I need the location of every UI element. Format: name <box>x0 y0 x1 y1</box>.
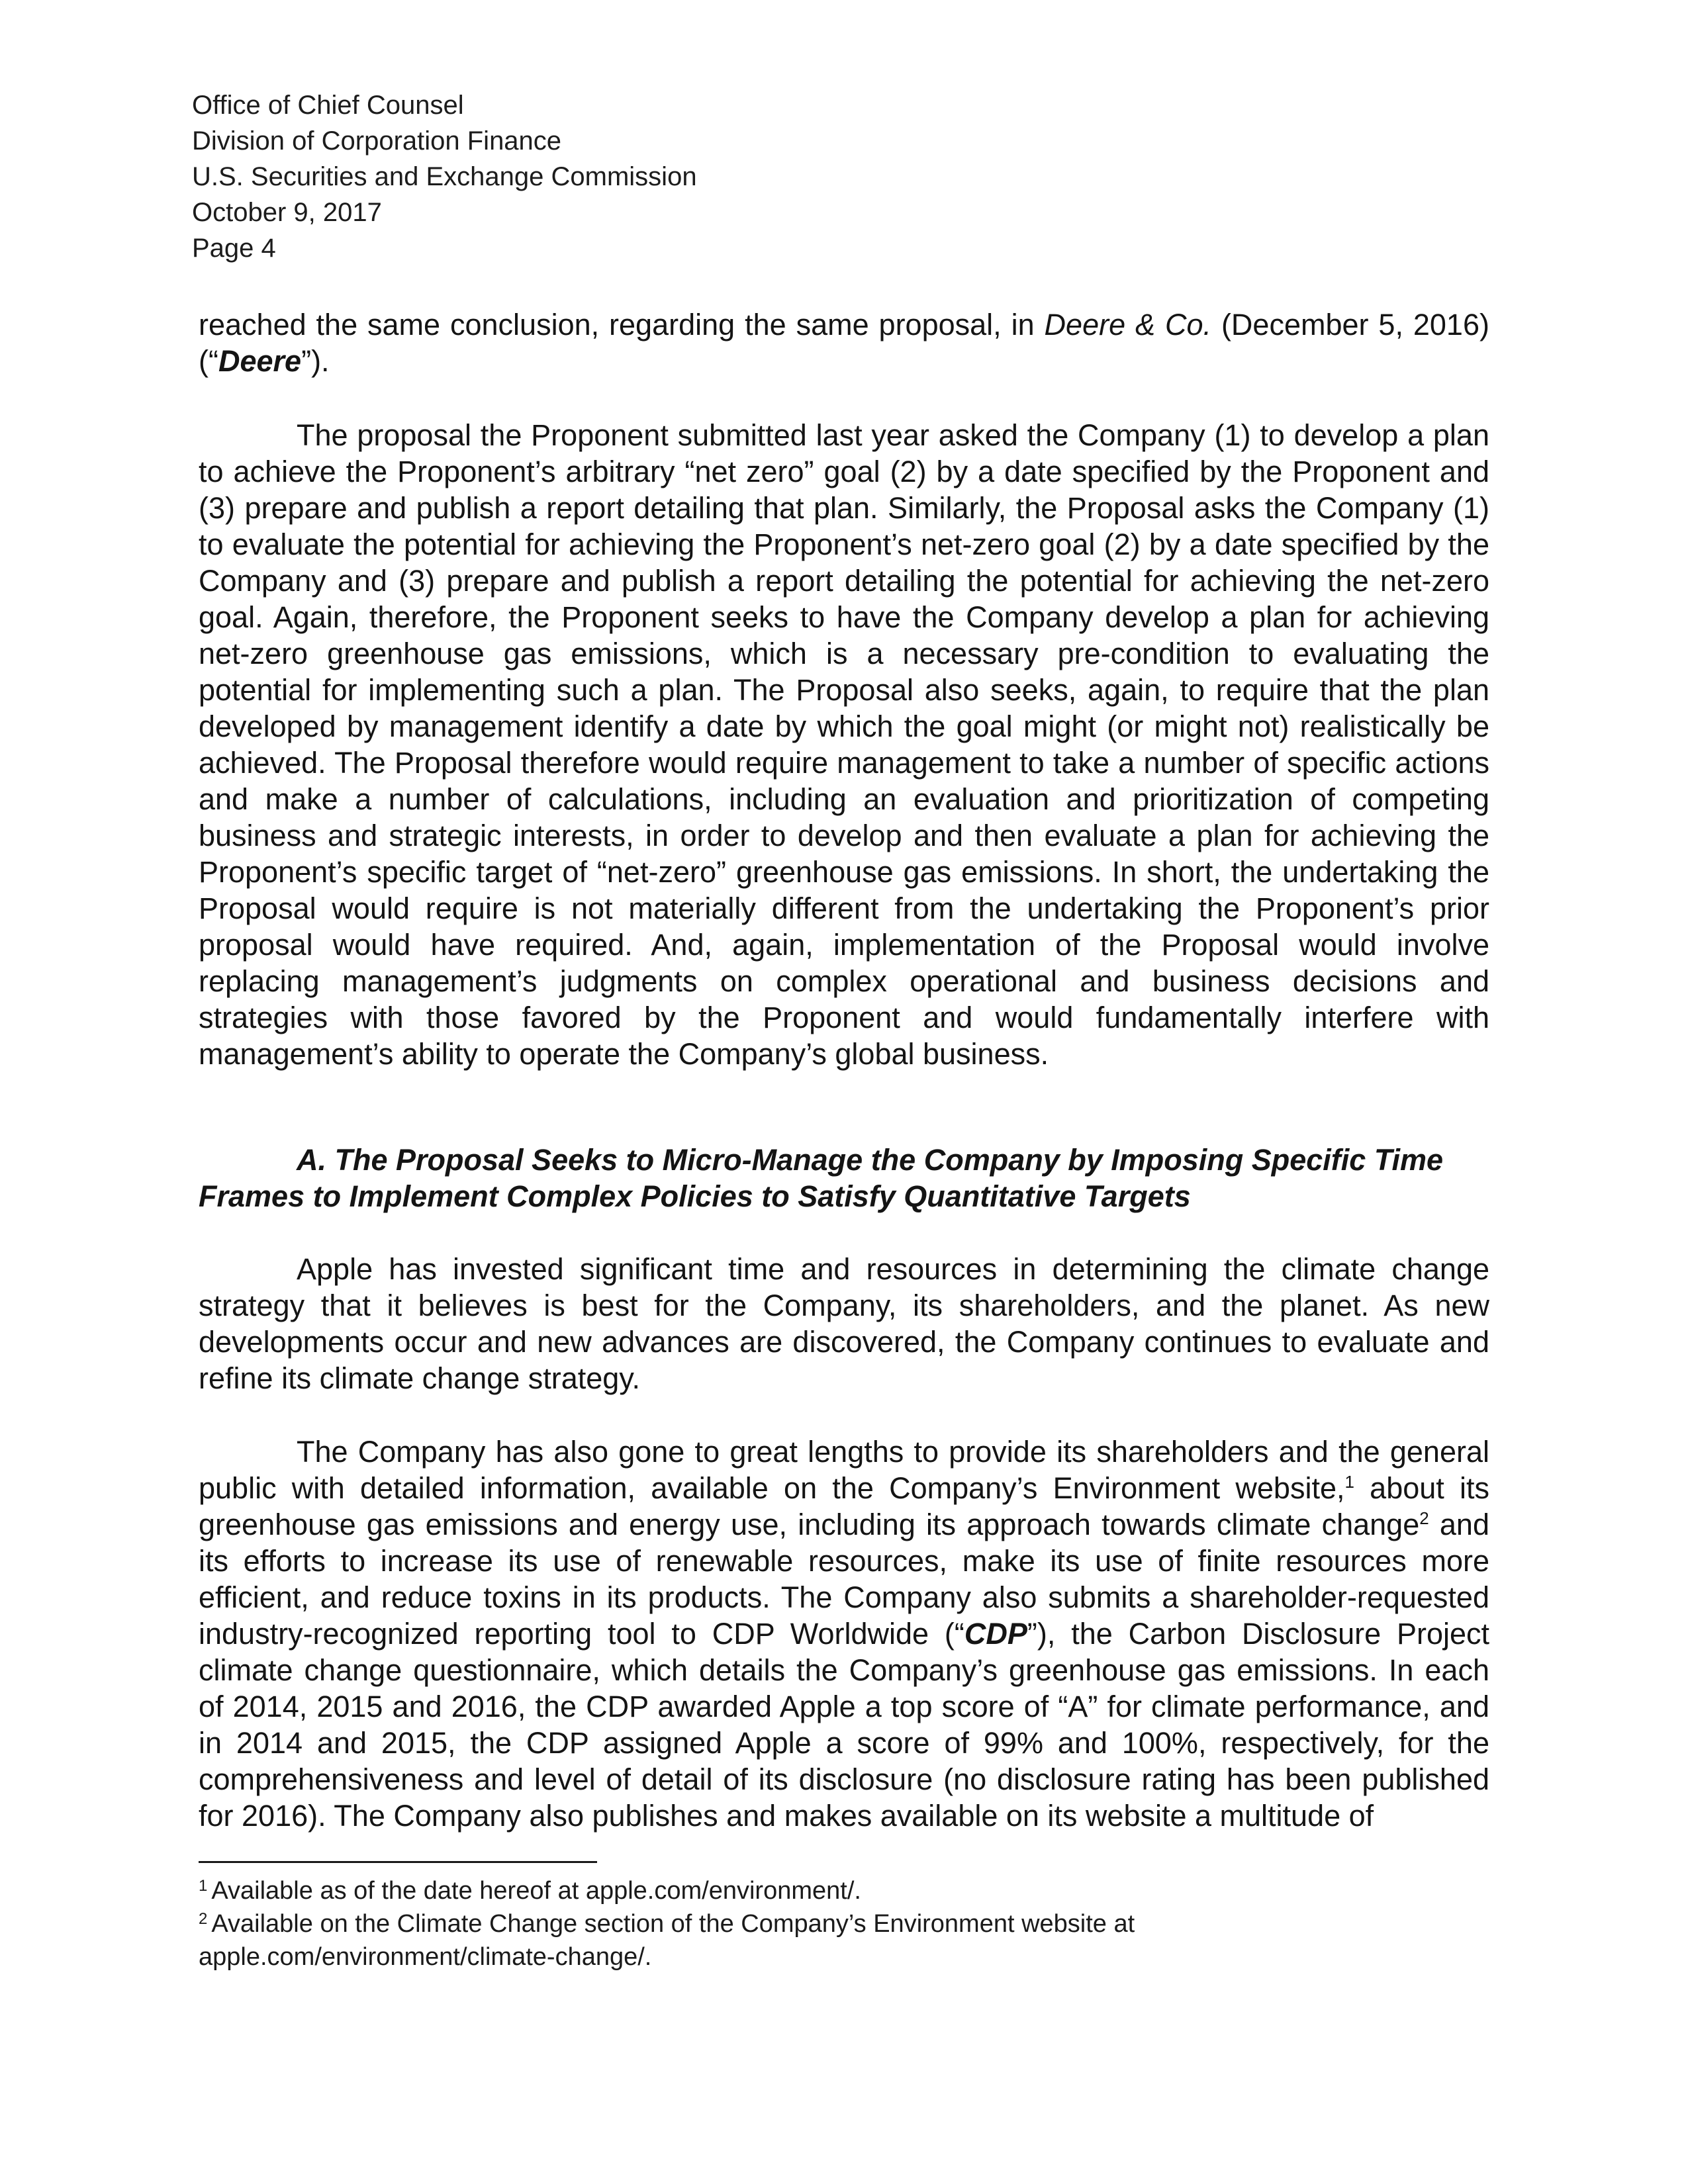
defined-term-cdp: CDP <box>964 1617 1027 1651</box>
letterhead <box>192 87 697 266</box>
footnote-separator <box>199 1861 597 1863</box>
recipient-division: Division of Corporation Finance <box>192 126 562 156</box>
disclosure-text-part3: and its efforts to increase its use of renewable resources, make its use of finite resources more efficient, and reduce toxins in its products. The Company also submits a shareholder-requested industry-recognized reporting tool to CDP Worldwide (“ <box>199 1508 1489 1651</box>
footnotes <box>199 1874 1390 1974</box>
continued-paragraph <box>199 306 1489 379</box>
footnote-1-text: Available as of the date hereof at apple.com/environment/. <box>211 1877 861 1905</box>
recipient-office: Office of Chief Counsel <box>192 91 464 120</box>
footnote-2 <box>199 1907 1390 1940</box>
letter-date: October 9, 2017 <box>192 198 382 227</box>
footnote-reference-1: 1 <box>1344 1472 1354 1492</box>
footnote-reference-2: 2 <box>1419 1508 1429 1528</box>
footnote-2-continuation: apple.com/environment/climate-change/. <box>199 1943 652 1971</box>
proposal-paragraph <box>199 417 1489 1072</box>
continued-text-middle: (December 5, 2016) (“ <box>199 308 1489 378</box>
continued-text-after: ”). <box>301 344 330 378</box>
footnote-1-number: 1 <box>199 1877 208 1895</box>
recipient-agency: U.S. Securities and Exchange Commission <box>192 162 697 191</box>
disclosure-text-part4: ”), the Carbon Disclosure Project climate change questionnaire, which details the Company’s greenhouse gas emissions. In each of 2014, 2015 and 2016, the CDP awarded Apple a top score of “A” for climate performance, and in 2014 and 2015, the CDP assigned Apple a score of 99% and 100%, respectively, for the comprehensiveness and level of detail of its disclosure (no disclosure rating has been published for 2016). The Company also publishes and makes available on its website a multitude of <box>199 1617 1490 1833</box>
section-heading-text: A. The Proposal Seeks to Micro-Manage the Company by Imposing Specific Time Frames to Implement Complex Policies to Satisfy Quantitative Targets <box>199 1143 1444 1213</box>
section-heading <box>199 1142 1489 1214</box>
disclosure-text-part1: The Company has also gone to great lengths to provide its shareholders and the general public with detailed information, available on the Company’s Environment website, <box>199 1435 1489 1505</box>
continued-text-before: reached the same conclusion, regarding the same proposal, in <box>199 308 1045 341</box>
disclosure-text-part2: about its greenhouse gas emissions and energy use, including its approach towards climate change <box>199 1471 1489 1541</box>
proposal-paragraph-text: The proposal the Proponent submitted last year asked the Company (1) to develop a plan to achieve the Proponent’s arbitrary “net zero” goal (2) by a date specified by the Proponent and (3) prepare and publish a report detailing that plan. Similarly, the Proposal asks the Company (1) to evaluate the potential for achieving the Proponent’s net-zero goal (2) by a date specified by the Company and (3) prepare and publish a report detailing the potential for achieving the net-zero goal. Again, therefore, the Proponent seeks to have the Company develop a plan for achieving net-zero greenhouse gas emissions, which is a necessary pre-condition to evaluating the potential for implementing such a plan. The Proposal also seeks, again, to require that the plan developed by management identify a date by which the goal might (or might not) realistically be achieved. The Proposal therefore would require management to take a number of specific actions and make a number of calculations, including an evaluation and prioritization of competing business and strategic interests, in order to develop and then evaluate a plan for achieving the Proponent’s specific target of “net-zero” greenhouse gas emissions. In short, the undertaking the Proposal would require is not materially different from the undertaking the Proponent’s prior proposal would have required. And, again, implementation of the Proposal would involve replacing management’s judgments on complex operational and business decisions and strategies with those favored by the Proponent and would fundamentally interfere with management’s ability to operate the Company’s global business. <box>199 418 1489 1071</box>
case-citation: Deere & Co. <box>1044 308 1212 341</box>
page-number: Page 4 <box>192 234 276 263</box>
company-disclosure-paragraph <box>199 1433 1489 1834</box>
apple-strategy-text: Apple has invested significant time and resources in determining the climate change strategy that it believes is best for the Company, its shareholders, and the planet. As new developments occur and new advances are discovered, the Company continues to evaluate and refine its climate change strategy. <box>199 1252 1489 1395</box>
defined-term-deere: Deere <box>218 344 302 378</box>
footnote-1 <box>199 1874 1390 1907</box>
footnote-2-text: Available on the Climate Change section of the Company’s Environment website at <box>211 1910 1135 1938</box>
footnote-2-number: 2 <box>199 1910 208 1928</box>
apple-strategy-paragraph <box>199 1251 1489 1396</box>
